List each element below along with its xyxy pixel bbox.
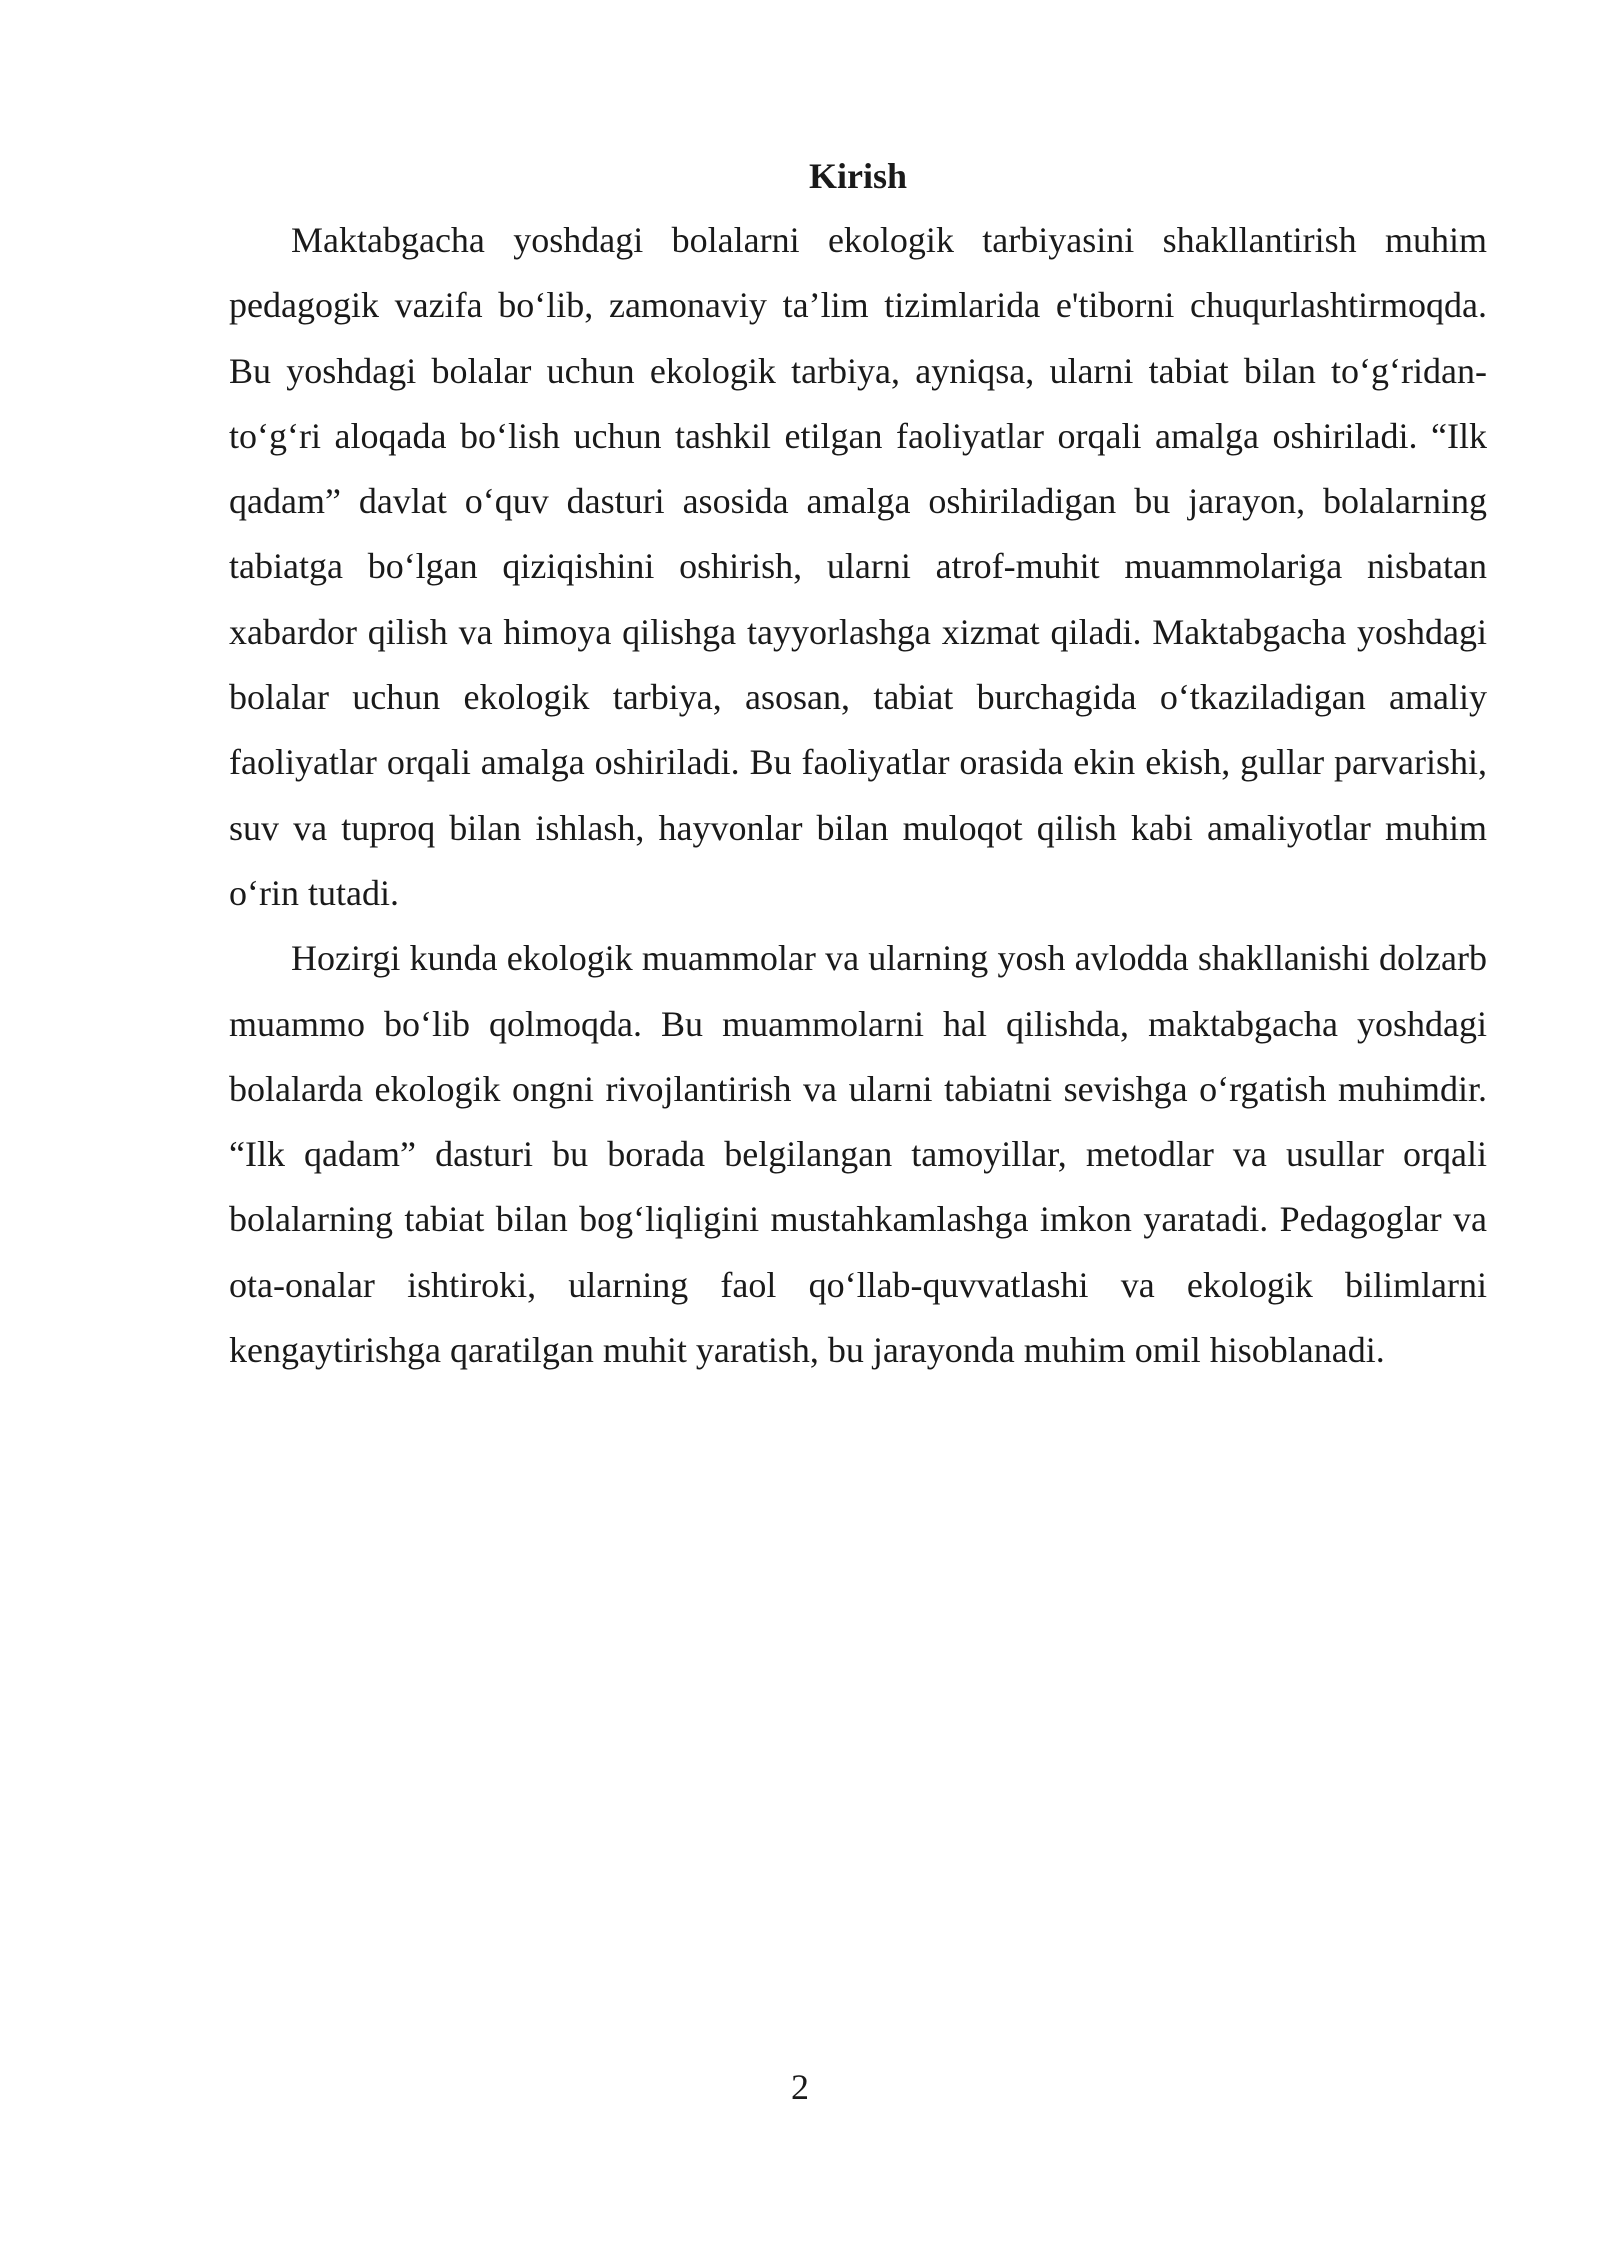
section-heading: Kirish bbox=[808, 156, 907, 196]
document-page bbox=[229, 150, 1487, 1383]
paragraph-intro: Maktabgacha yoshdagi bolalarni ekologik tarbiyasini shakllantirish muhim pedagogik vazifa bo‘lib, zamonaviy ta’lim tizimlarida e'tiborni chuqurlashtirmoqda. Bu yoshdagi bolalar uchun ekologik tarbiya, ayniqsa, ularni tabiat bilan to‘g‘ridan-to‘g‘ri aloqada bo‘lish uchun tashkil etilgan faoliyatlar orqali amalga oshiriladi. “Ilk qadam” davlat o‘quv dasturi asosida amalga oshiriladigan bu jarayon, bolalarning tabiatga bo‘lgan qiziqishini oshirish, ularni atrof-muhit muammolariga nisbatan xabardor qilish va himoya qilishga tayyorlashga xizmat qiladi. Maktabgacha yoshdagi bolalar uchun ekologik tarbiya, asosan, tabiat burchagida o‘tkaziladigan amaliy faoliyatlar orqali amalga oshiriladi. Bu faoliyatlar orasida ekin ekish, gullar parvarishi, suv va tuproq bilan ishlash, hayvonlar bilan muloqot qilish kabi amaliyotlar muhim o‘rin tutadi. bbox=[229, 220, 1487, 913]
page-number: 2 bbox=[791, 2067, 809, 2107]
paragraph-second: Hozirgi kunda ekologik muammolar va ularning yosh avlodda shakllanishi dolzarb muammo bo‘lib qolmoqda. Bu muammolarni hal qilishda, maktabgacha yoshdagi bolalarda ekologik ongni rivojlantirish va ularni tabiatni sevishga o‘rgatish muhimdir. “Ilk qadam” dasturi bu borada belgilangan tamoyillar, metodlar va usullar orqali bolalarning tabiat bilan bog‘liqligini mustahkamlashga imkon yaratadi. Pedagoglar va ota-onalar ishtiroki, ularning faol qo‘llab-quvvatlashi va ekologik bilimlarni kengaytirishga qaratilgan muhit yaratish, bu jarayonda muhim omil hisoblanadi. bbox=[229, 938, 1487, 1371]
